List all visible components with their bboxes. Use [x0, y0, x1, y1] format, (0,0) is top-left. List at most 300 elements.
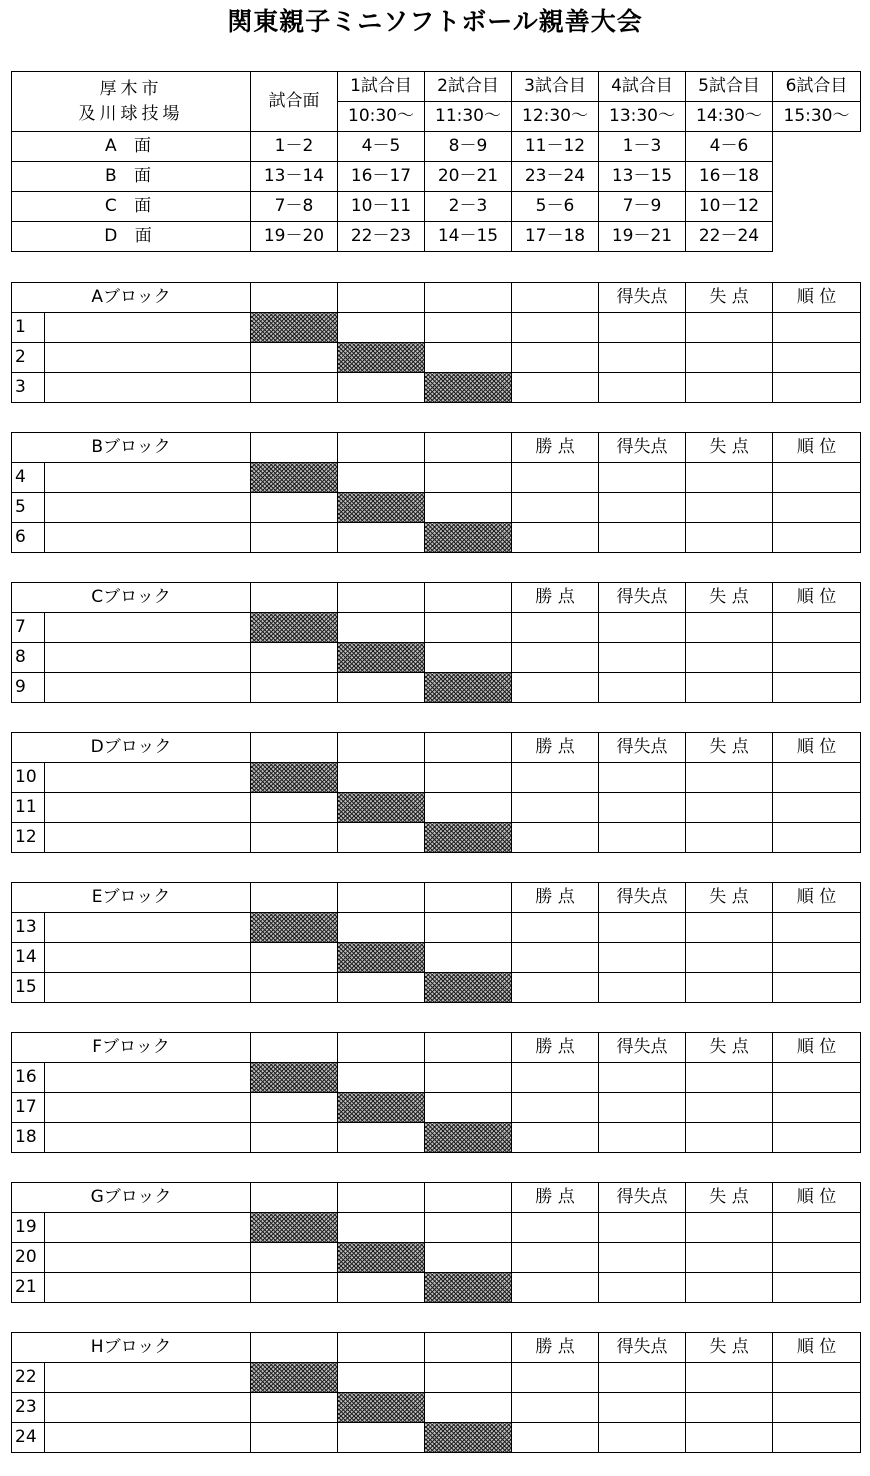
self-match-cell [338, 1393, 425, 1423]
court-row [12, 222, 861, 252]
stat-cell [773, 1093, 861, 1123]
stat-cell [599, 1243, 686, 1273]
team-name-cell [45, 913, 251, 943]
self-match-cell [338, 1093, 425, 1123]
block-name: Dブロック [12, 733, 251, 763]
match-cell: 14－15 [425, 222, 512, 252]
block-header-row [12, 1183, 861, 1213]
stat-header: 順 位 [773, 433, 861, 463]
stat-cell [512, 1363, 599, 1393]
stat-cell [686, 913, 773, 943]
team-row [12, 373, 861, 403]
team-name-cell [45, 1393, 251, 1423]
stat-cell [599, 373, 686, 403]
self-match-cell [251, 463, 338, 493]
stat-header: 失 点 [686, 1033, 773, 1063]
block-table [11, 882, 861, 1003]
team-row [12, 1213, 861, 1243]
court-header: 試合面 [251, 72, 338, 132]
result-cell [425, 1243, 512, 1273]
team-name-cell [45, 493, 251, 523]
result-cell [338, 613, 425, 643]
stat-cell [686, 493, 773, 523]
team-name-cell [45, 973, 251, 1003]
team-name-cell [45, 463, 251, 493]
court-name: D 面 [12, 222, 251, 252]
stat-cell [599, 973, 686, 1003]
team-row [12, 973, 861, 1003]
team-number: 14 [12, 943, 45, 973]
team-row [12, 673, 861, 703]
result-cell [425, 643, 512, 673]
team-row [12, 1393, 861, 1423]
result-cell [338, 1273, 425, 1303]
stat-cell [599, 313, 686, 343]
stat-cell [773, 943, 861, 973]
venue-cell [12, 72, 251, 132]
game-time: 14:30～ [686, 102, 773, 132]
stat-cell [773, 313, 861, 343]
opponent-header-cell [425, 583, 512, 613]
stat-cell [686, 523, 773, 553]
stat-cell [773, 673, 861, 703]
stat-cell [512, 1423, 599, 1453]
stat-cell [773, 1123, 861, 1153]
opponent-header-cell [338, 1033, 425, 1063]
stat-cell [599, 523, 686, 553]
stat-cell [512, 763, 599, 793]
game-time: 12:30～ [512, 102, 599, 132]
opponent-header-cell [425, 733, 512, 763]
self-match-cell [251, 313, 338, 343]
result-cell [338, 463, 425, 493]
result-cell [251, 1273, 338, 1303]
stat-cell [512, 373, 599, 403]
team-number: 4 [12, 463, 45, 493]
stat-cell [773, 1213, 861, 1243]
team-row [12, 1273, 861, 1303]
stat-header: 得失点 [599, 733, 686, 763]
stat-cell [686, 1063, 773, 1093]
result-cell [425, 1213, 512, 1243]
stat-cell [773, 373, 861, 403]
stat-cell [512, 1093, 599, 1123]
result-cell [425, 1093, 512, 1123]
result-cell [251, 973, 338, 1003]
stat-cell [599, 1273, 686, 1303]
stat-header: 勝 点 [512, 883, 599, 913]
stat-header: 失 点 [686, 583, 773, 613]
stat-cell [773, 1243, 861, 1273]
team-name-cell [45, 523, 251, 553]
self-match-cell [425, 673, 512, 703]
team-name-cell [45, 1213, 251, 1243]
match-cell: 19－20 [251, 222, 338, 252]
block-name: Gブロック [12, 1183, 251, 1213]
match-cell: 11－12 [512, 132, 599, 162]
team-row [12, 1093, 861, 1123]
stat-cell [512, 793, 599, 823]
team-row [12, 343, 861, 373]
stat-cell [599, 1093, 686, 1123]
game-time: 13:30～ [599, 102, 686, 132]
block-table [11, 582, 861, 703]
stat-cell [512, 1393, 599, 1423]
block-header-row [12, 583, 861, 613]
team-name-cell [45, 763, 251, 793]
block-name: Eブロック [12, 883, 251, 913]
stat-cell [512, 493, 599, 523]
result-cell [425, 1393, 512, 1423]
self-match-cell [425, 1273, 512, 1303]
stat-header: 得失点 [599, 1333, 686, 1363]
stat-header: 順 位 [773, 1333, 861, 1363]
stat-cell [686, 373, 773, 403]
stat-header: 失 点 [686, 1333, 773, 1363]
self-match-cell [338, 493, 425, 523]
stat-cell [773, 1393, 861, 1423]
stat-header: 勝 点 [512, 1333, 599, 1363]
block-table [11, 732, 861, 853]
game-label: 2試合目 [425, 72, 512, 102]
stat-cell [773, 823, 861, 853]
stat-header: 勝 点 [512, 733, 599, 763]
result-cell [425, 493, 512, 523]
opponent-header-cell [251, 433, 338, 463]
stat-cell [686, 613, 773, 643]
stat-cell [599, 793, 686, 823]
team-name-cell [45, 643, 251, 673]
stat-cell [773, 1273, 861, 1303]
team-name-cell [45, 673, 251, 703]
block-header-row [12, 433, 861, 463]
stat-cell [599, 1423, 686, 1453]
stat-header: 順 位 [773, 1183, 861, 1213]
stat-header: 順 位 [773, 1033, 861, 1063]
team-row [12, 313, 861, 343]
team-number: 1 [12, 313, 45, 343]
team-name-cell [45, 1123, 251, 1153]
team-row [12, 463, 861, 493]
team-number: 5 [12, 493, 45, 523]
opponent-header-cell [338, 433, 425, 463]
team-row [12, 1063, 861, 1093]
block-header-row [12, 283, 861, 313]
stat-cell [512, 973, 599, 1003]
team-name-cell [45, 793, 251, 823]
stat-cell [773, 793, 861, 823]
self-match-cell [425, 973, 512, 1003]
team-number: 13 [12, 913, 45, 943]
result-cell [425, 313, 512, 343]
stat-header: 勝 点 [512, 1033, 599, 1063]
match-cell: 20－21 [425, 162, 512, 192]
court-row [12, 192, 861, 222]
result-cell [425, 1363, 512, 1393]
self-match-cell [338, 943, 425, 973]
team-row [12, 943, 861, 973]
team-name-cell [45, 1273, 251, 1303]
match-cell: 22－23 [338, 222, 425, 252]
team-number: 17 [12, 1093, 45, 1123]
team-number: 7 [12, 613, 45, 643]
venue-field: 及川球技場 [78, 103, 184, 124]
opponent-header-cell [338, 883, 425, 913]
stat-cell [686, 463, 773, 493]
match-cell: 1－2 [251, 132, 338, 162]
game-time: 11:30～ [425, 102, 512, 132]
block-name: Aブロック [12, 283, 251, 313]
stat-header: 順 位 [773, 883, 861, 913]
team-number: 22 [12, 1363, 45, 1393]
court-row [12, 132, 861, 162]
block-table [11, 1332, 861, 1453]
team-name-cell [45, 1093, 251, 1123]
stat-cell [512, 673, 599, 703]
stat-cell [686, 1213, 773, 1243]
opponent-header-cell [251, 1183, 338, 1213]
self-match-cell [338, 643, 425, 673]
stat-header [512, 283, 599, 313]
block-table [11, 1182, 861, 1303]
block-table [11, 282, 861, 403]
stat-cell [512, 343, 599, 373]
team-number: 16 [12, 1063, 45, 1093]
result-cell [251, 823, 338, 853]
schedule-table [11, 71, 861, 252]
stat-cell [686, 313, 773, 343]
result-cell [251, 1423, 338, 1453]
stat-cell [512, 523, 599, 553]
stat-cell [773, 643, 861, 673]
self-match-cell [251, 763, 338, 793]
stat-cell [773, 343, 861, 373]
result-cell [251, 373, 338, 403]
self-match-cell [251, 1363, 338, 1393]
stat-cell [686, 1093, 773, 1123]
stat-cell [686, 673, 773, 703]
match-cell: 7－8 [251, 192, 338, 222]
stat-cell [773, 1363, 861, 1393]
self-match-cell [425, 523, 512, 553]
stat-header: 得失点 [599, 433, 686, 463]
stat-cell [773, 613, 861, 643]
result-cell [251, 493, 338, 523]
team-number: 10 [12, 763, 45, 793]
stat-cell [512, 1273, 599, 1303]
result-cell [338, 823, 425, 853]
stat-cell [599, 763, 686, 793]
self-match-cell [425, 373, 512, 403]
team-row [12, 523, 861, 553]
opponent-header-cell [425, 1333, 512, 1363]
match-cell: 16－18 [686, 162, 773, 192]
stat-cell [686, 823, 773, 853]
stat-cell [599, 463, 686, 493]
result-cell [338, 1213, 425, 1243]
match-cell: 13－14 [251, 162, 338, 192]
block-header-row [12, 883, 861, 913]
court-name: B 面 [12, 162, 251, 192]
stat-header: 失 点 [686, 883, 773, 913]
team-name-cell [45, 1063, 251, 1093]
match-cell: 1－3 [599, 132, 686, 162]
opponent-header-cell [338, 1333, 425, 1363]
team-name-cell [45, 823, 251, 853]
match-cell: 17－18 [512, 222, 599, 252]
team-row [12, 1243, 861, 1273]
stat-cell [599, 643, 686, 673]
stat-header: 勝 点 [512, 433, 599, 463]
team-name-cell [45, 313, 251, 343]
stat-cell [599, 1393, 686, 1423]
result-cell [338, 673, 425, 703]
stat-cell [686, 1243, 773, 1273]
result-cell [338, 1363, 425, 1393]
self-match-cell [251, 1213, 338, 1243]
game-label: 1試合目 [338, 72, 425, 102]
match-cell: 5－6 [512, 192, 599, 222]
result-cell [338, 373, 425, 403]
match-cell: 22－24 [686, 222, 773, 252]
result-cell [251, 643, 338, 673]
page-title: 関東親子ミニソフトボール親善大会 [227, 7, 643, 36]
match-cell: 23－24 [512, 162, 599, 192]
stat-cell [773, 463, 861, 493]
stat-cell [599, 673, 686, 703]
game-time: 15:30～ [773, 102, 861, 132]
self-match-cell [251, 613, 338, 643]
stat-header: 失 点 [686, 733, 773, 763]
team-row [12, 823, 861, 853]
stat-cell [773, 523, 861, 553]
stat-cell [599, 1123, 686, 1153]
opponent-header-cell [425, 1033, 512, 1063]
match-cell: 4－6 [686, 132, 773, 162]
match-cell: 8－9 [425, 132, 512, 162]
team-number: 23 [12, 1393, 45, 1423]
stat-cell [686, 643, 773, 673]
stat-cell [512, 643, 599, 673]
block-name: Fブロック [12, 1033, 251, 1063]
stat-cell [512, 913, 599, 943]
court-name: A 面 [12, 132, 251, 162]
self-match-cell [425, 1423, 512, 1453]
result-cell [251, 793, 338, 823]
stat-header: 得失点 [599, 1033, 686, 1063]
game-label: 3試合目 [512, 72, 599, 102]
result-cell [251, 1393, 338, 1423]
self-match-cell [425, 823, 512, 853]
stat-header: 勝 点 [512, 1183, 599, 1213]
match-cell: 16－17 [338, 162, 425, 192]
block-name: Hブロック [12, 1333, 251, 1363]
result-cell [338, 763, 425, 793]
team-row [12, 1123, 861, 1153]
opponent-header-cell [251, 283, 338, 313]
stat-cell [512, 1123, 599, 1153]
stat-cell [686, 793, 773, 823]
match-cell: 2－3 [425, 192, 512, 222]
stat-header: 得失点 [599, 583, 686, 613]
stat-header: 勝 点 [512, 583, 599, 613]
result-cell [425, 943, 512, 973]
stat-cell [512, 313, 599, 343]
stat-cell [686, 763, 773, 793]
team-number: 3 [12, 373, 45, 403]
result-cell [425, 763, 512, 793]
stat-cell [599, 1213, 686, 1243]
result-cell [251, 1123, 338, 1153]
match-cell: 10－12 [686, 192, 773, 222]
stat-cell [512, 613, 599, 643]
team-row [12, 613, 861, 643]
team-name-cell [45, 613, 251, 643]
game-label: 5試合目 [686, 72, 773, 102]
team-name-cell [45, 1423, 251, 1453]
team-number: 24 [12, 1423, 45, 1453]
stat-header: 順 位 [773, 583, 861, 613]
team-number: 21 [12, 1273, 45, 1303]
stat-header: 順 位 [773, 283, 861, 313]
result-cell [425, 793, 512, 823]
team-number: 9 [12, 673, 45, 703]
opponent-header-cell [338, 1183, 425, 1213]
team-number: 20 [12, 1243, 45, 1273]
opponent-header-cell [338, 283, 425, 313]
opponent-header-cell [425, 883, 512, 913]
stat-cell [599, 1363, 686, 1393]
opponent-header-cell [425, 1183, 512, 1213]
block-table [11, 432, 861, 553]
self-match-cell [251, 913, 338, 943]
court-name: C 面 [12, 192, 251, 222]
result-cell [251, 523, 338, 553]
stat-cell [512, 463, 599, 493]
stat-cell [512, 823, 599, 853]
team-row [12, 643, 861, 673]
stat-cell [599, 1063, 686, 1093]
result-cell [425, 463, 512, 493]
result-cell [425, 613, 512, 643]
stat-cell [599, 613, 686, 643]
team-name-cell [45, 373, 251, 403]
block-table [11, 1032, 861, 1153]
stat-cell [773, 1423, 861, 1453]
stat-cell [686, 1363, 773, 1393]
team-number: 11 [12, 793, 45, 823]
result-cell [425, 1063, 512, 1093]
stat-cell [599, 343, 686, 373]
stat-cell [773, 493, 861, 523]
match-cell: 10－11 [338, 192, 425, 222]
stat-cell [686, 1123, 773, 1153]
result-cell [338, 523, 425, 553]
stat-cell [512, 1063, 599, 1093]
stat-cell [773, 1063, 861, 1093]
stat-cell [686, 1273, 773, 1303]
match-cell: 13－15 [599, 162, 686, 192]
self-match-cell [338, 793, 425, 823]
block-name: Cブロック [12, 583, 251, 613]
opponent-header-cell [425, 283, 512, 313]
team-number: 15 [12, 973, 45, 1003]
team-name-cell [45, 343, 251, 373]
opponent-header-cell [251, 1333, 338, 1363]
team-row [12, 793, 861, 823]
result-cell [251, 343, 338, 373]
result-cell [338, 313, 425, 343]
